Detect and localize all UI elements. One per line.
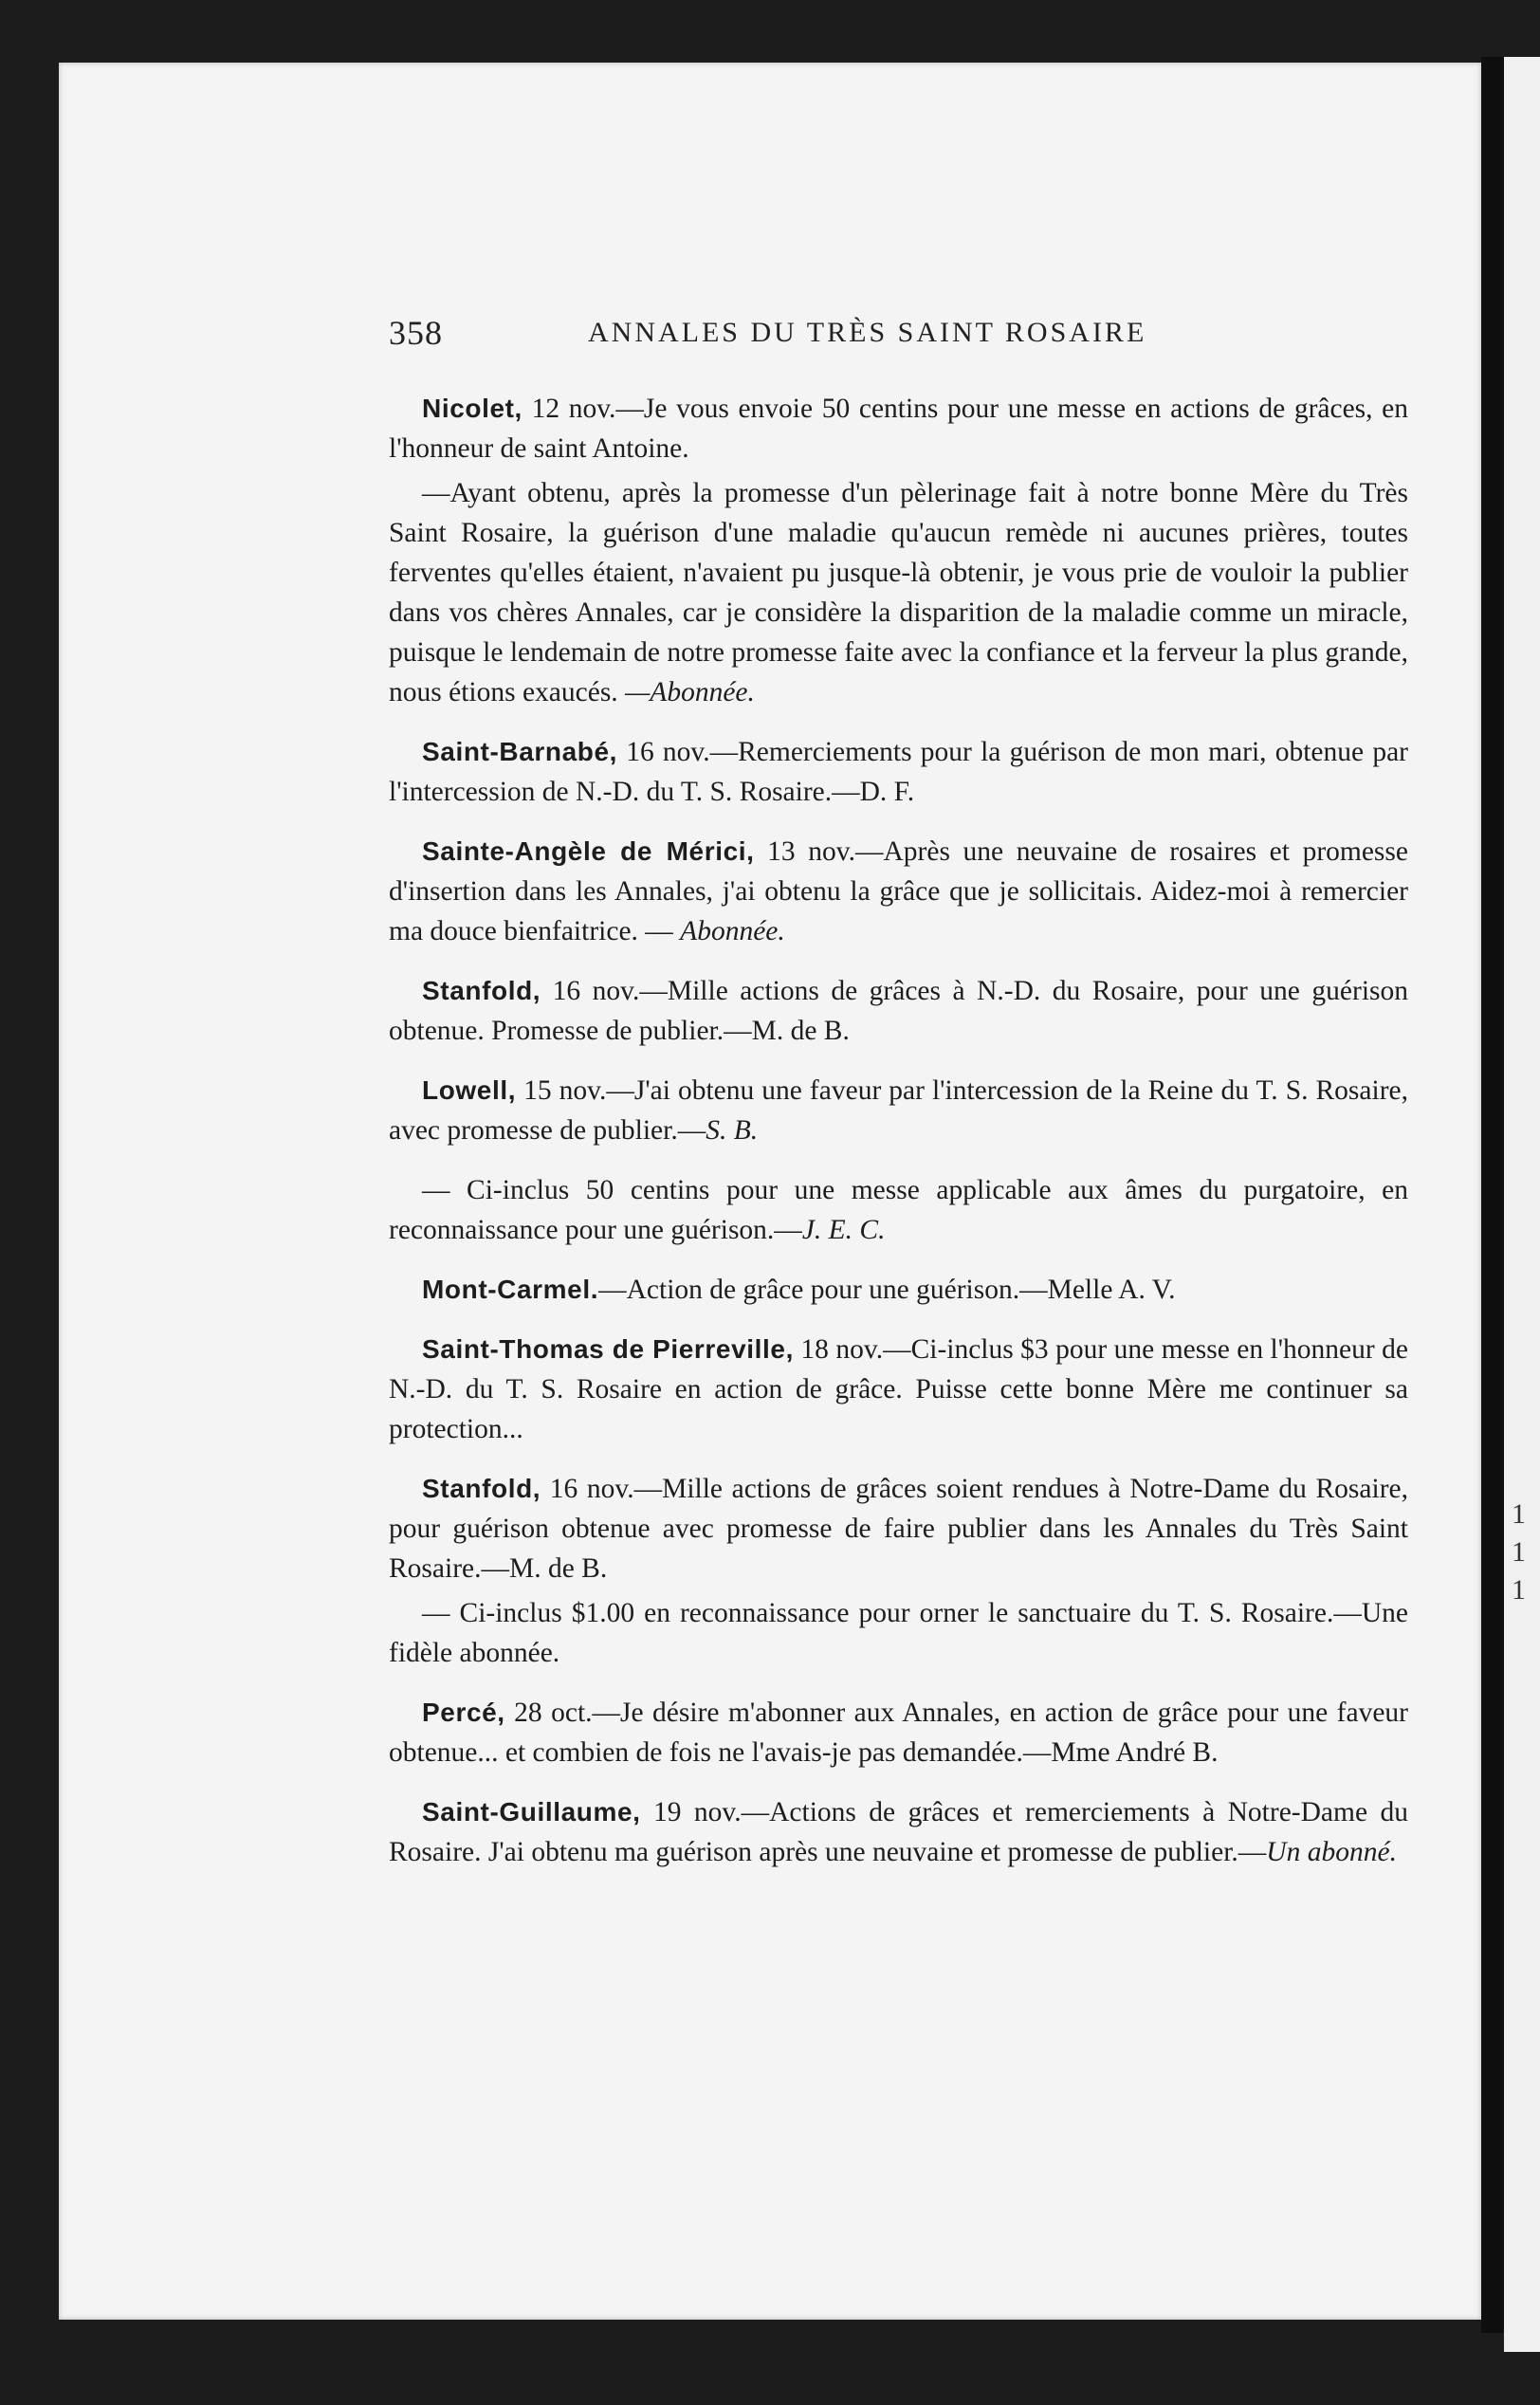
running-title: ANNALES DU TRÈS SAINT ROSAIRE [588, 317, 1147, 348]
entry-place: Saint-Thomas de Pierreville, [422, 1334, 794, 1364]
testimony-entry [389, 1593, 1408, 1673]
entry-text: 13 nov.—Après une neuvaine de rosaires et promesse d'insertion dans les Annales, j'ai obtenu la grâce que je sollicitais. Aidez-moi à remercier ma douce bienfaitrice. — [389, 836, 1408, 946]
entry-signature: —Abonnée. [625, 677, 755, 707]
entry-text: — Ci-inclus $1.00 en reconnaissance pour orner le sanctuaire du T. S. Rosaire.—Une fidèle abonnée. [389, 1598, 1408, 1668]
entry-place: Sainte-Angèle de Mérici, [422, 836, 755, 866]
adjacent-page-edge [1504, 57, 1540, 2352]
testimony-entry [389, 1792, 1408, 1872]
adjacent-page-mark: 1 [1512, 1536, 1526, 1568]
entry-signature: Un abonné. [1266, 1837, 1397, 1867]
testimony-entry [389, 832, 1408, 951]
entry-text: —Ayant obtenu, après la promesse d'un pèlerinage fait à notre bonne Mère du Très Saint Rosaire, la guérison d'une maladie qu'aucun remède ni aucunes prières, toutes ferventes qu'elles étaient, n'avaient pu jusque-là obtenir, je vous prie de vouloir la publier dans vos chères Annales, car je considère la disparition de la maladie comme un miracle, puisque le lendemain de notre promesse faite avec la confiance et la ferveur la plus grande, nous étions exaucés. [389, 478, 1408, 707]
entry-place: Percé, [422, 1698, 505, 1727]
entry-place: Lowell, [422, 1075, 517, 1105]
entry-place: Stanfold, [422, 976, 541, 1005]
entry-text: 18 nov.—Ci-inclus $3 pour une messe en l'honneur de N.-D. du T. S. Rosaire en action de grâce. Puisse cette bonne Mère me continuer sa protection... [389, 1334, 1408, 1444]
page-body [389, 389, 1408, 1892]
running-header [389, 313, 1223, 360]
entry-text: 16 nov.—Mille actions de grâces soient rendues à Notre-Dame du Rosaire, pour guérison obtenue avec promesse de faire publier dans les Annales du Très Saint Rosaire.—M. de B. [389, 1474, 1408, 1584]
entry-place: Stanfold, [422, 1474, 541, 1503]
adjacent-page-mark: 1 [1512, 1498, 1526, 1530]
entry-place: Nicolet, [422, 394, 522, 423]
testimony-entry [389, 1330, 1408, 1449]
testimony-entry [389, 1170, 1408, 1250]
testimony-entry [389, 732, 1408, 812]
entry-place: Saint-Guillaume, [422, 1797, 641, 1827]
testimony-entry [389, 1270, 1408, 1310]
book-gutter-shadow [1481, 57, 1504, 2333]
testimony-entry [389, 971, 1408, 1051]
entry-place: Mont-Carmel. [422, 1275, 599, 1304]
entry-text: 28 oct.—Je désire m'abonner aux Annales, en action de grâce pour une faveur obtenue... et combien de fois ne l'avais-je pas demandée.—Mme André B. [389, 1698, 1408, 1768]
adjacent-page-mark: 1 [1512, 1574, 1526, 1606]
entry-text: 15 nov.—J'ai obtenu une faveur par l'intercession de la Reine du T. S. Rosaire, avec promesse de publier.— [389, 1075, 1408, 1146]
testimony-entry [389, 1071, 1408, 1150]
testimony-entry [389, 1469, 1408, 1588]
entry-text: —Action de grâce pour une guérison.—Melle A. V. [598, 1275, 1176, 1305]
entry-text: — Ci-inclus 50 centins pour une messe applicable aux âmes du purgatoire, en reconnaissance pour une guérison.— [389, 1175, 1408, 1245]
testimony-entry [389, 389, 1408, 468]
entry-signature: S. B. [706, 1115, 759, 1146]
page-number: 358 [389, 314, 443, 352]
testimony-entry [389, 1693, 1408, 1772]
entry-text: 12 nov.—Je vous envoie 50 centins pour une messe en actions de grâces, en l'honneur de saint Antoine. [389, 394, 1408, 464]
entry-signature: J. E. C. [801, 1215, 886, 1245]
entry-place: Saint-Barnabé, [422, 737, 617, 766]
testimony-entry [389, 473, 1408, 712]
entry-text: 16 nov.—Remerciements pour la guérison de mon mari, obtenue par l'intercession de N.-D. du T. S. Rosaire.—D. F. [389, 737, 1408, 807]
entry-text: 19 nov.—Actions de grâces et remerciements à Notre-Dame du Rosaire. J'ai obtenu ma guérison après une neuvaine et promesse de publier.— [389, 1797, 1408, 1867]
entry-signature: Abonnée. [680, 916, 785, 946]
entry-text: 16 nov.—Mille actions de grâces à N.-D. du Rosaire, pour une guérison obtenue. Promesse de publier.—M. de B. [389, 976, 1408, 1046]
